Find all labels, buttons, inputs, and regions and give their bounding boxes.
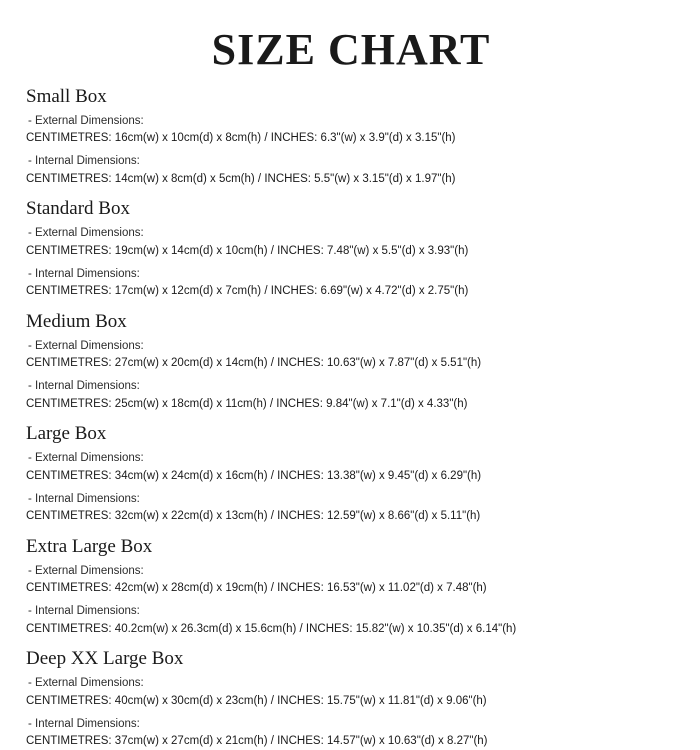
external-dimensions-value: CENTIMETRES: 19cm(w) x 14cm(d) x 10cm(h) / INCHES: 7.48"(w) x 5.5"(d) x 3.93"(h) <box>26 244 469 257</box>
internal-dimensions-value: CENTIMETRES: 17cm(w) x 12cm(d) x 7cm(h) / INCHES: 6.69"(w) x 4.72"(d) x 2.75"(h) <box>26 285 469 298</box>
size-section-large-box <box>26 423 676 524</box>
external-dimensions-label: - External Dimensions: <box>28 114 144 127</box>
external-dimensions-label: - External Dimensions: <box>28 677 144 690</box>
internal-dimensions-label: - Internal Dimensions: <box>28 380 140 393</box>
section-heading: Deep XX Large Box <box>26 648 184 670</box>
internal-dimensions-label: - Internal Dimensions: <box>28 267 140 280</box>
internal-dimensions-label: - Internal Dimensions: <box>28 717 140 730</box>
external-dimensions-label: - External Dimensions: <box>28 564 144 577</box>
size-section-medium-box <box>26 311 676 412</box>
internal-dimensions-value: CENTIMETRES: 40.2cm(w) x 26.3cm(d) x 15.6cm(h) / INCHES: 15.82"(w) x 10.35"(d) x 6.14"(h) <box>26 622 517 635</box>
internal-dimensions-value: CENTIMETRES: 25cm(w) x 18cm(d) x 11cm(h) / INCHES: 9.84"(w) x 7.1"(d) x 4.33"(h) <box>26 397 468 410</box>
size-section-standard-box <box>26 198 676 299</box>
size-section-extra-large-box <box>26 536 676 637</box>
external-dimensions-value: CENTIMETRES: 16cm(w) x 10cm(d) x 8cm(h) / INCHES: 6.3"(w) x 3.9"(d) x 3.15"(h) <box>26 132 456 145</box>
page-title: SIZE CHART <box>211 25 491 74</box>
external-dimensions-value: CENTIMETRES: 27cm(w) x 20cm(d) x 14cm(h) / INCHES: 10.63"(w) x 7.87"(d) x 5.51"(h) <box>26 357 482 370</box>
internal-dimensions-value: CENTIMETRES: 32cm(w) x 22cm(d) x 13cm(h) / INCHES: 12.59"(w) x 8.66"(d) x 5.11"(h) <box>26 510 481 523</box>
external-dimensions-value: CENTIMETRES: 34cm(w) x 24cm(d) x 16cm(h) / INCHES: 13.38"(w) x 9.45"(d) x 6.29"(h) <box>26 469 482 482</box>
size-section-deep-xx-large-box <box>26 648 676 749</box>
section-heading: Standard Box <box>26 198 130 220</box>
external-dimensions-label: - External Dimensions: <box>28 339 144 352</box>
section-heading: Extra Large Box <box>26 535 153 557</box>
external-dimensions-label: - External Dimensions: <box>28 227 144 240</box>
section-heading: Large Box <box>26 423 107 445</box>
internal-dimensions-value: CENTIMETRES: 14cm(w) x 8cm(d) x 5cm(h) / INCHES: 5.5"(w) x 3.15"(d) x 1.97"(h) <box>26 172 456 185</box>
section-heading: Medium Box <box>26 310 127 332</box>
internal-dimensions-label: - Internal Dimensions: <box>28 605 140 618</box>
external-dimensions-label: - External Dimensions: <box>28 452 144 465</box>
size-section-small-box <box>26 86 676 187</box>
external-dimensions-value: CENTIMETRES: 42cm(w) x 28cm(d) x 19cm(h) / INCHES: 16.53"(w) x 11.02"(d) x 7.48"(h) <box>26 582 487 595</box>
internal-dimensions-label: - Internal Dimensions: <box>28 492 140 505</box>
internal-dimensions-label: - Internal Dimensions: <box>28 155 140 168</box>
external-dimensions-value: CENTIMETRES: 40cm(w) x 30cm(d) x 23cm(h) / INCHES: 15.75"(w) x 11.81"(d) x 9.06"(h) <box>26 694 487 707</box>
section-heading: Small Box <box>26 86 107 107</box>
internal-dimensions-value: CENTIMETRES: 37cm(w) x 27cm(d) x 21cm(h) / INCHES: 14.57"(w) x 10.63"(d) x 8.27"(h) <box>26 735 488 748</box>
